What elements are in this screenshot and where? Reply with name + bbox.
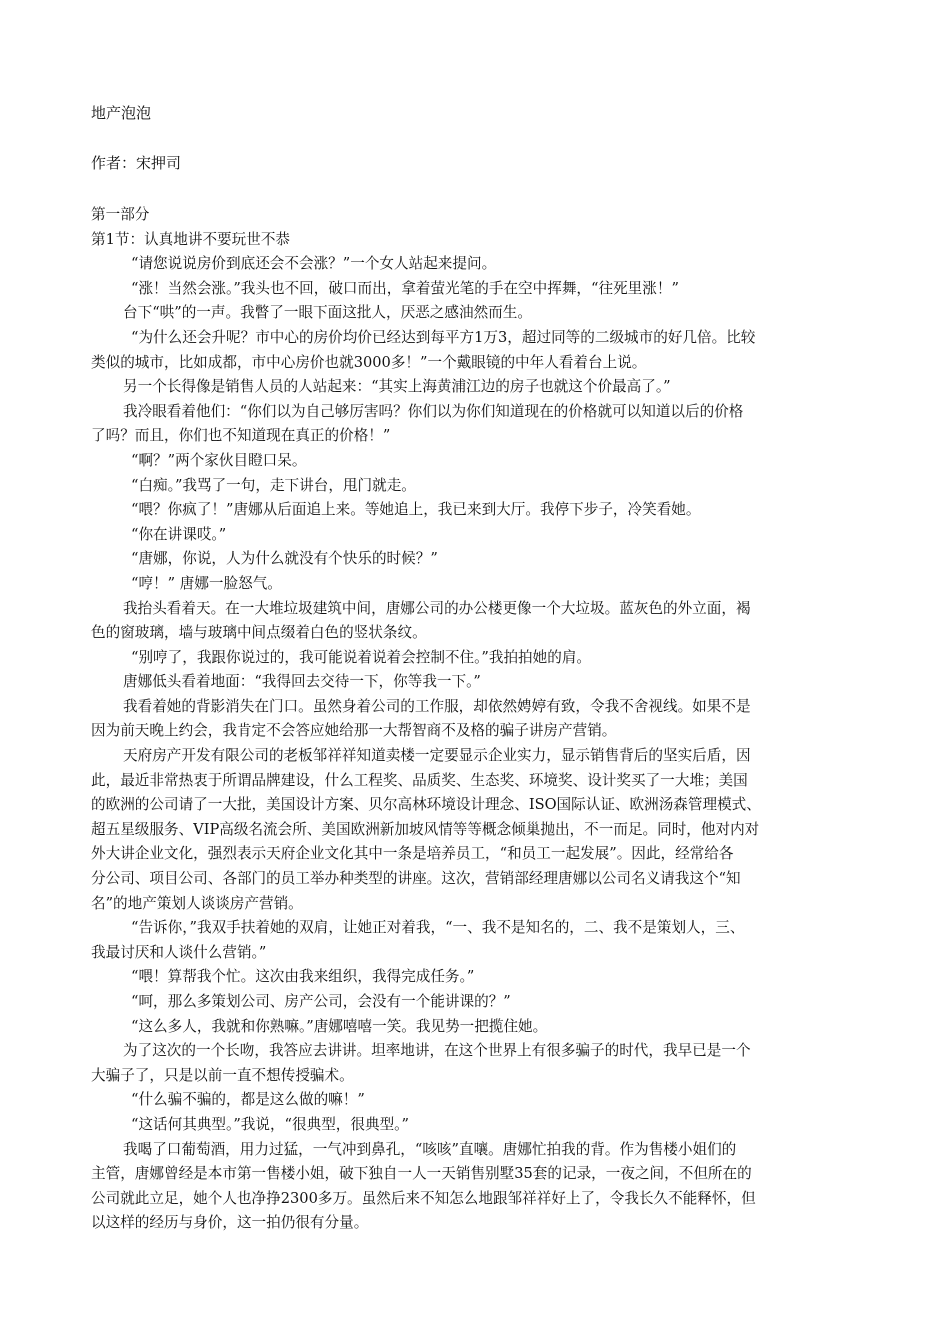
section-heading: 第1节：认真地讲不要玩世不恭 (91, 230, 291, 248)
paragraph-line: “请您说说房价到底还会不会涨？”一个女人站起来提问。 (131, 255, 497, 273)
paragraph-line: 分公司、项目公司、各部门的员工举办种类型的讲座。这次，营销部经理唐娜以公司名义请我这个“知 (91, 870, 741, 888)
paragraph-line: 台下“哄”的一声。我瞥了一眼下面这批人，厌恶之感油然而生。 (123, 304, 532, 322)
paragraph-line: “告诉你，”我双手扶着她的双肩，让她正对着我，“一、我不是知名的，二、我不是策划人，三、 (131, 919, 745, 937)
paragraph-line: 色的窗玻璃，墙与玻璃中间点缀着白色的竖状条纹。 (91, 624, 427, 642)
paragraph-line: 因为前天晚上约会，我肯定不会答应她给那一大帮智商不及格的骗子讲房产营销。 (91, 722, 617, 740)
document-title: 地产泡泡 (91, 104, 152, 122)
paragraph-line: 唐娜低头看着地面：“我得回去交待一下，你等我一下。” (123, 673, 481, 691)
paragraph-line: 的欧洲的公司请了一大批，美国设计方案、贝尔高林环境设计理念、ISO国际认证、欧洲汤森管理模式、 (91, 796, 761, 814)
paragraph-line: 以这样的经历与身价，这一拍仍很有分量。 (91, 1214, 369, 1232)
paragraph-line: 我冷眼看着他们：“你们以为自己够厉害吗？你们以为你们知道现在的价格就可以知道以后的价格 (123, 402, 744, 420)
paragraph-line: 我抬头看着天。在一大堆垃圾建筑中间，唐娜公司的办公楼更像一个大垃圾。蓝灰色的外立面，褐 (123, 599, 751, 617)
paragraph-line: 我看着她的背影消失在门口。虽然身着公司的工作服，却依然娉婷有致，令我不舍视线。如果不是 (123, 697, 751, 715)
paragraph-line: “呵，那么多策划公司、房产公司，会没有一个能讲课的？” (131, 993, 511, 1010)
author-line: 作者：宋押司 (91, 154, 182, 172)
paragraph-line: 天府房产开发有限公司的老板邹祥祥知道卖楼一定要显示企业实力，显示销售背后的坚实后盾，因 (123, 747, 751, 765)
paragraph-line: 了吗？而且，你们也不知道现在真正的价格！” (91, 427, 391, 445)
paragraph-line: 超五星级服务、VIP高级名流会所、美国欧洲新加坡风情等等概念倾巢抛出，不一而足。同时，他对内对 (91, 820, 760, 838)
paragraph-line: “你在讲课哎。” (131, 525, 227, 543)
paragraph-line: 大骗子了，只是以前一直不想传授骗术。 (91, 1066, 354, 1084)
paragraph-line: 类似的城市，比如成都，市中心房价也就3000多！”一个戴眼镜的中年人看着台上说。 (91, 353, 647, 371)
paragraph-line: 主管，唐娜曾经是本市第一售楼小姐，破下独自一人一天销售别墅35套的记录，一夜之间，不但所在的 (91, 1165, 752, 1183)
paragraph-line: “涨！当然会涨。”我头也不回，破口而出，拿着萤光笔的手在空中挥舞，“往死里涨！” (131, 279, 679, 297)
paragraph-line: “为什么还会升呢？市中心的房价均价已经达到每平方1万3，超过同等的二级城市的好几倍。比较 (131, 328, 756, 346)
paragraph-line: “这么多人，我就和你熟嘛。”唐娜嘻嘻一笑。我见势一把揽住她。 (131, 1017, 548, 1035)
paragraph-line: 名”的地产策划人谈谈房产营销。 (91, 894, 303, 912)
paragraph-line: 外大讲企业文化，强烈表示天府企业文化其中一条是培养员工，“和员工一起发展”。因此，经常给各 (91, 845, 734, 863)
paragraph-line: “哼！” 唐娜一脸怒气。 (131, 574, 282, 592)
paragraph-line: “啊？”两个家伙目瞪口呆。 (131, 451, 307, 469)
paragraph-line: “唐娜，你说，人为什么就没有个快乐的时候？” (131, 550, 438, 568)
paragraph-line: “喂？你疯了！”唐娜从后面追上来。等她追上，我已来到大厅。我停下步子，冷笑看她。 (131, 501, 701, 519)
document-body (91, 203, 863, 1236)
paragraph-line: “什么骗不骗的，都是这么做的嘛！” (131, 1091, 365, 1109)
paragraph-line: 此，最近非常热衷于所谓品牌建设，什么工程奖、品质奖、生态奖、环境奖、设计奖买了一大堆；美国 (91, 771, 748, 789)
paragraph-line: “白痴。”我骂了一句，走下讲台，甩门就走。 (131, 476, 416, 494)
paragraph-line: “别哼了，我跟你说过的，我可能说着说着会控制不住。”我拍拍她的肩。 (131, 648, 592, 666)
paragraph-line: 另一个长得像是销售人员的人站起来：“其实上海黄浦江边的房子也就这个价最高了。” (123, 378, 671, 396)
paragraph-line: “这话何其典型。”我说，“很典型，很典型。” (131, 1115, 409, 1133)
paragraph-line: “喂！算帮我个忙。这次由我来组织，我得完成任务。” (131, 968, 475, 986)
paragraph-line: 我最讨厌和人谈什么营销。” (91, 943, 267, 961)
paragraph-line: 我喝了口葡萄酒，用力过猛，一气冲到鼻孔，“咳咳”直嚷。唐娜忙拍我的背。作为售楼小姐们的 (123, 1140, 737, 1158)
part-heading: 第一部分 (91, 206, 150, 223)
paragraph-line: 为了这次的一个长吻，我答应去讲讲。坦率地讲，在这个世界上有很多骗子的时代，我早已是一个 (123, 1042, 751, 1060)
paragraph-line: 公司就此立足，她个人也净挣2300多万。虽然后来不知怎么地跟邹祥祥好上了，令我长久不能释怀，但 (91, 1189, 756, 1207)
